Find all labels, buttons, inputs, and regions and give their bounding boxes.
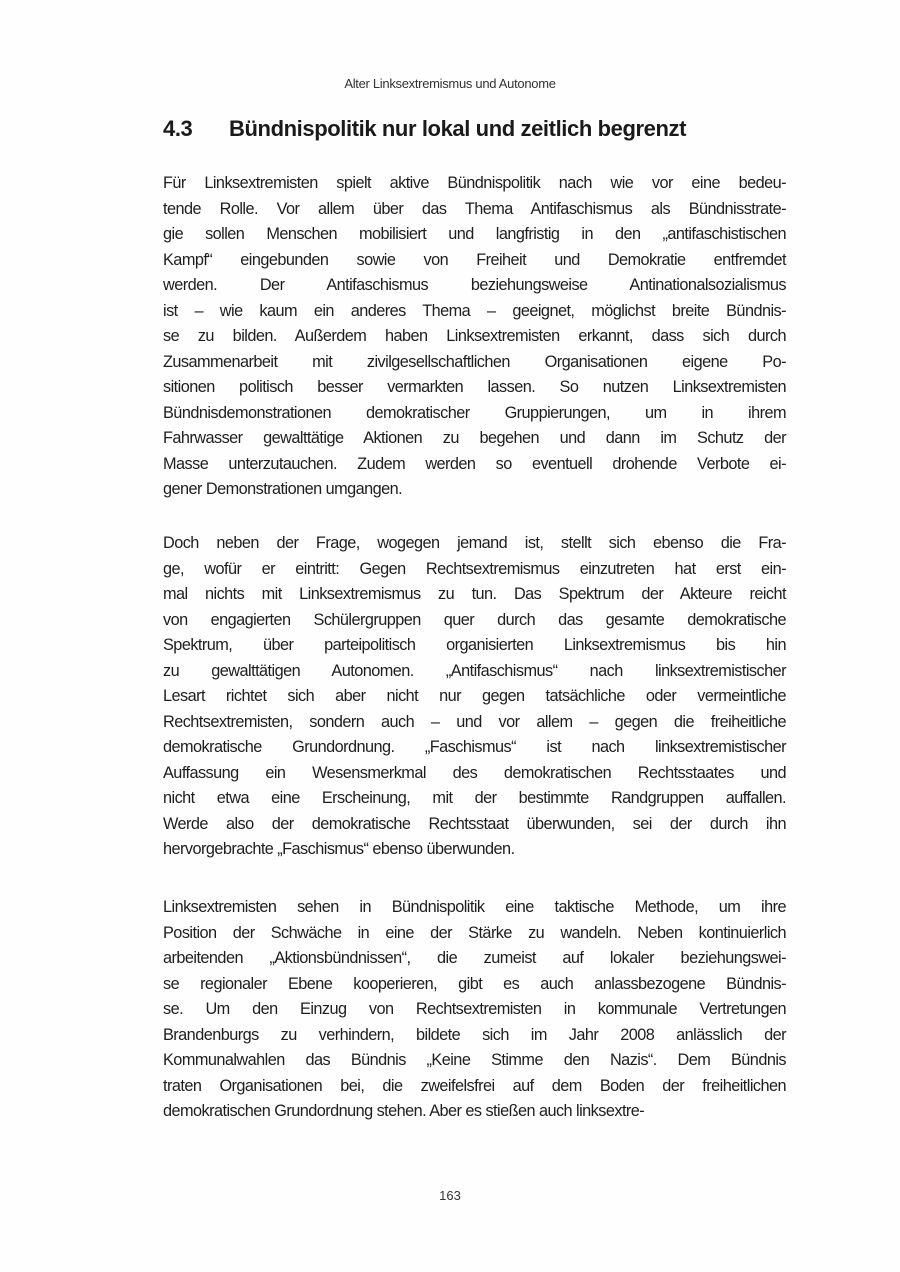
text-line: Lesart richtet sich aber nicht nur gegen tatsächliche oder vermeintliche — [163, 687, 786, 705]
text-line: sitionen politisch besser vermarkten lassen. So nutzen Linksextremisten — [163, 378, 786, 396]
running-header: Alter Linksextremismus und Autonome — [344, 76, 556, 91]
text-line: Doch neben der Frage, wogegen jemand ist, stellt sich ebenso die Fra- — [163, 534, 786, 552]
text-line: se regionaler Ebene kooperieren, gibt es auch anlassbezogene Bündnis- — [163, 974, 786, 993]
text-line: Linksextremisten sehen in Bündnispolitik eine taktische Methode, um ihre — [163, 898, 786, 916]
paragraph-2 — [163, 531, 786, 863]
text-line: von engagierten Schülergruppen quer durch das gesamte demokratische — [163, 610, 786, 629]
text-line: Spektrum, über parteipolitisch organisierten Linksextremismus bis hin — [163, 636, 786, 654]
text-line: Fahrwasser gewalttätige Aktionen zu begehen und dann im Schutz der — [163, 429, 786, 447]
text-line: mal nichts mit Linksextremismus zu tun. Das Spektrum der Akteure reicht — [163, 585, 786, 603]
text-line: Position der Schwäche in eine der Stärke zu wandeln. Neben kontinuierlich — [163, 923, 786, 942]
text-line: Kampf“ eingebunden sowie von Freiheit und Demokratie entfremdet — [163, 250, 786, 269]
text-line: Rechtsextremisten, sondern auch – und vor allem – gegen die freiheitliche — [163, 712, 786, 731]
text-line: gie sollen Menschen mobilisiert und langfristig in den „antifaschistischen — [163, 225, 786, 243]
paragraph-3 — [163, 895, 786, 1125]
text-line: demokratischen Grundordnung stehen. Aber es stießen auch linksextre- — [163, 1102, 645, 1120]
text-line: Kommunalwahlen das Bündnis „Keine Stimme den Nazis“. Dem Bündnis — [163, 1051, 786, 1069]
text-line: Bündnisdemonstrationen demokratischer Gruppierungen, um in ihrem — [163, 403, 786, 422]
text-line: Werde also der demokratische Rechtsstaat überwunden, sei der durch ihn — [163, 814, 786, 833]
text-line: Masse unterzutauchen. Zudem werden so eventuell drohende Verbote ei- — [163, 454, 786, 473]
text-line: Auffassung ein Wesensmerkmal des demokratischen Rechtsstaates und — [163, 763, 786, 782]
text-line: tende Rolle. Vor allem über das Thema Antifaschismus als Bündnisstrate- — [163, 199, 786, 218]
text-line: ge, wofür er eintritt: Gegen Rechtsextremismus einzutreten hat erst ein- — [163, 559, 786, 578]
page-number: 163 — [439, 1188, 461, 1203]
text-line: traten Organisationen bei, die zweifelsfrei auf dem Boden der freiheitlichen — [163, 1076, 786, 1095]
section-number: 4.3 — [163, 116, 193, 141]
section-heading — [163, 116, 686, 142]
text-line: werden. Der Antifaschismus beziehungsweise Antinationalsozialismus — [163, 276, 786, 294]
text-line: hervorgebrachte „Faschismus“ ebenso überwunden. — [163, 840, 515, 858]
text-line: arbeitenden „Aktionsbündnissen“, die zumeist auf lokaler beziehungswei- — [163, 949, 786, 967]
paragraph-1 — [163, 171, 786, 503]
text-line: nicht etwa eine Erscheinung, mit der bestimmte Randgruppen auffallen. — [163, 789, 786, 807]
text-line: Für Linksextremisten spielt aktive Bündnispolitik nach wie vor eine bedeu- — [163, 174, 786, 192]
text-line: gener Demonstrationen umgangen. — [163, 480, 403, 498]
text-line: ist – wie kaum ein anderes Thema – geeignet, möglichst breite Bündnis- — [163, 301, 786, 320]
section-title: Bündnispolitik nur lokal und zeitlich begrenzt — [229, 116, 687, 141]
text-line: Brandenburgs zu verhindern, bildete sich im Jahr 2008 anlässlich der — [163, 1025, 786, 1044]
text-line: Zusammenarbeit mit zivilgesellschaftlichen Organisationen eigene Po- — [163, 352, 786, 371]
text-line: demokratische Grundordnung. „Faschismus“ ist nach linksextremistischer — [163, 738, 786, 756]
text-line: zu gewalttätigen Autonomen. „Antifaschismus“ nach linksextremistischer — [163, 661, 786, 680]
text-line: se zu bilden. Außerdem haben Linksextremisten erkannt, dass sich durch — [163, 327, 786, 345]
text-line: se. Um den Einzug von Rechtsextremisten in kommunale Vertretungen — [163, 1000, 786, 1018]
